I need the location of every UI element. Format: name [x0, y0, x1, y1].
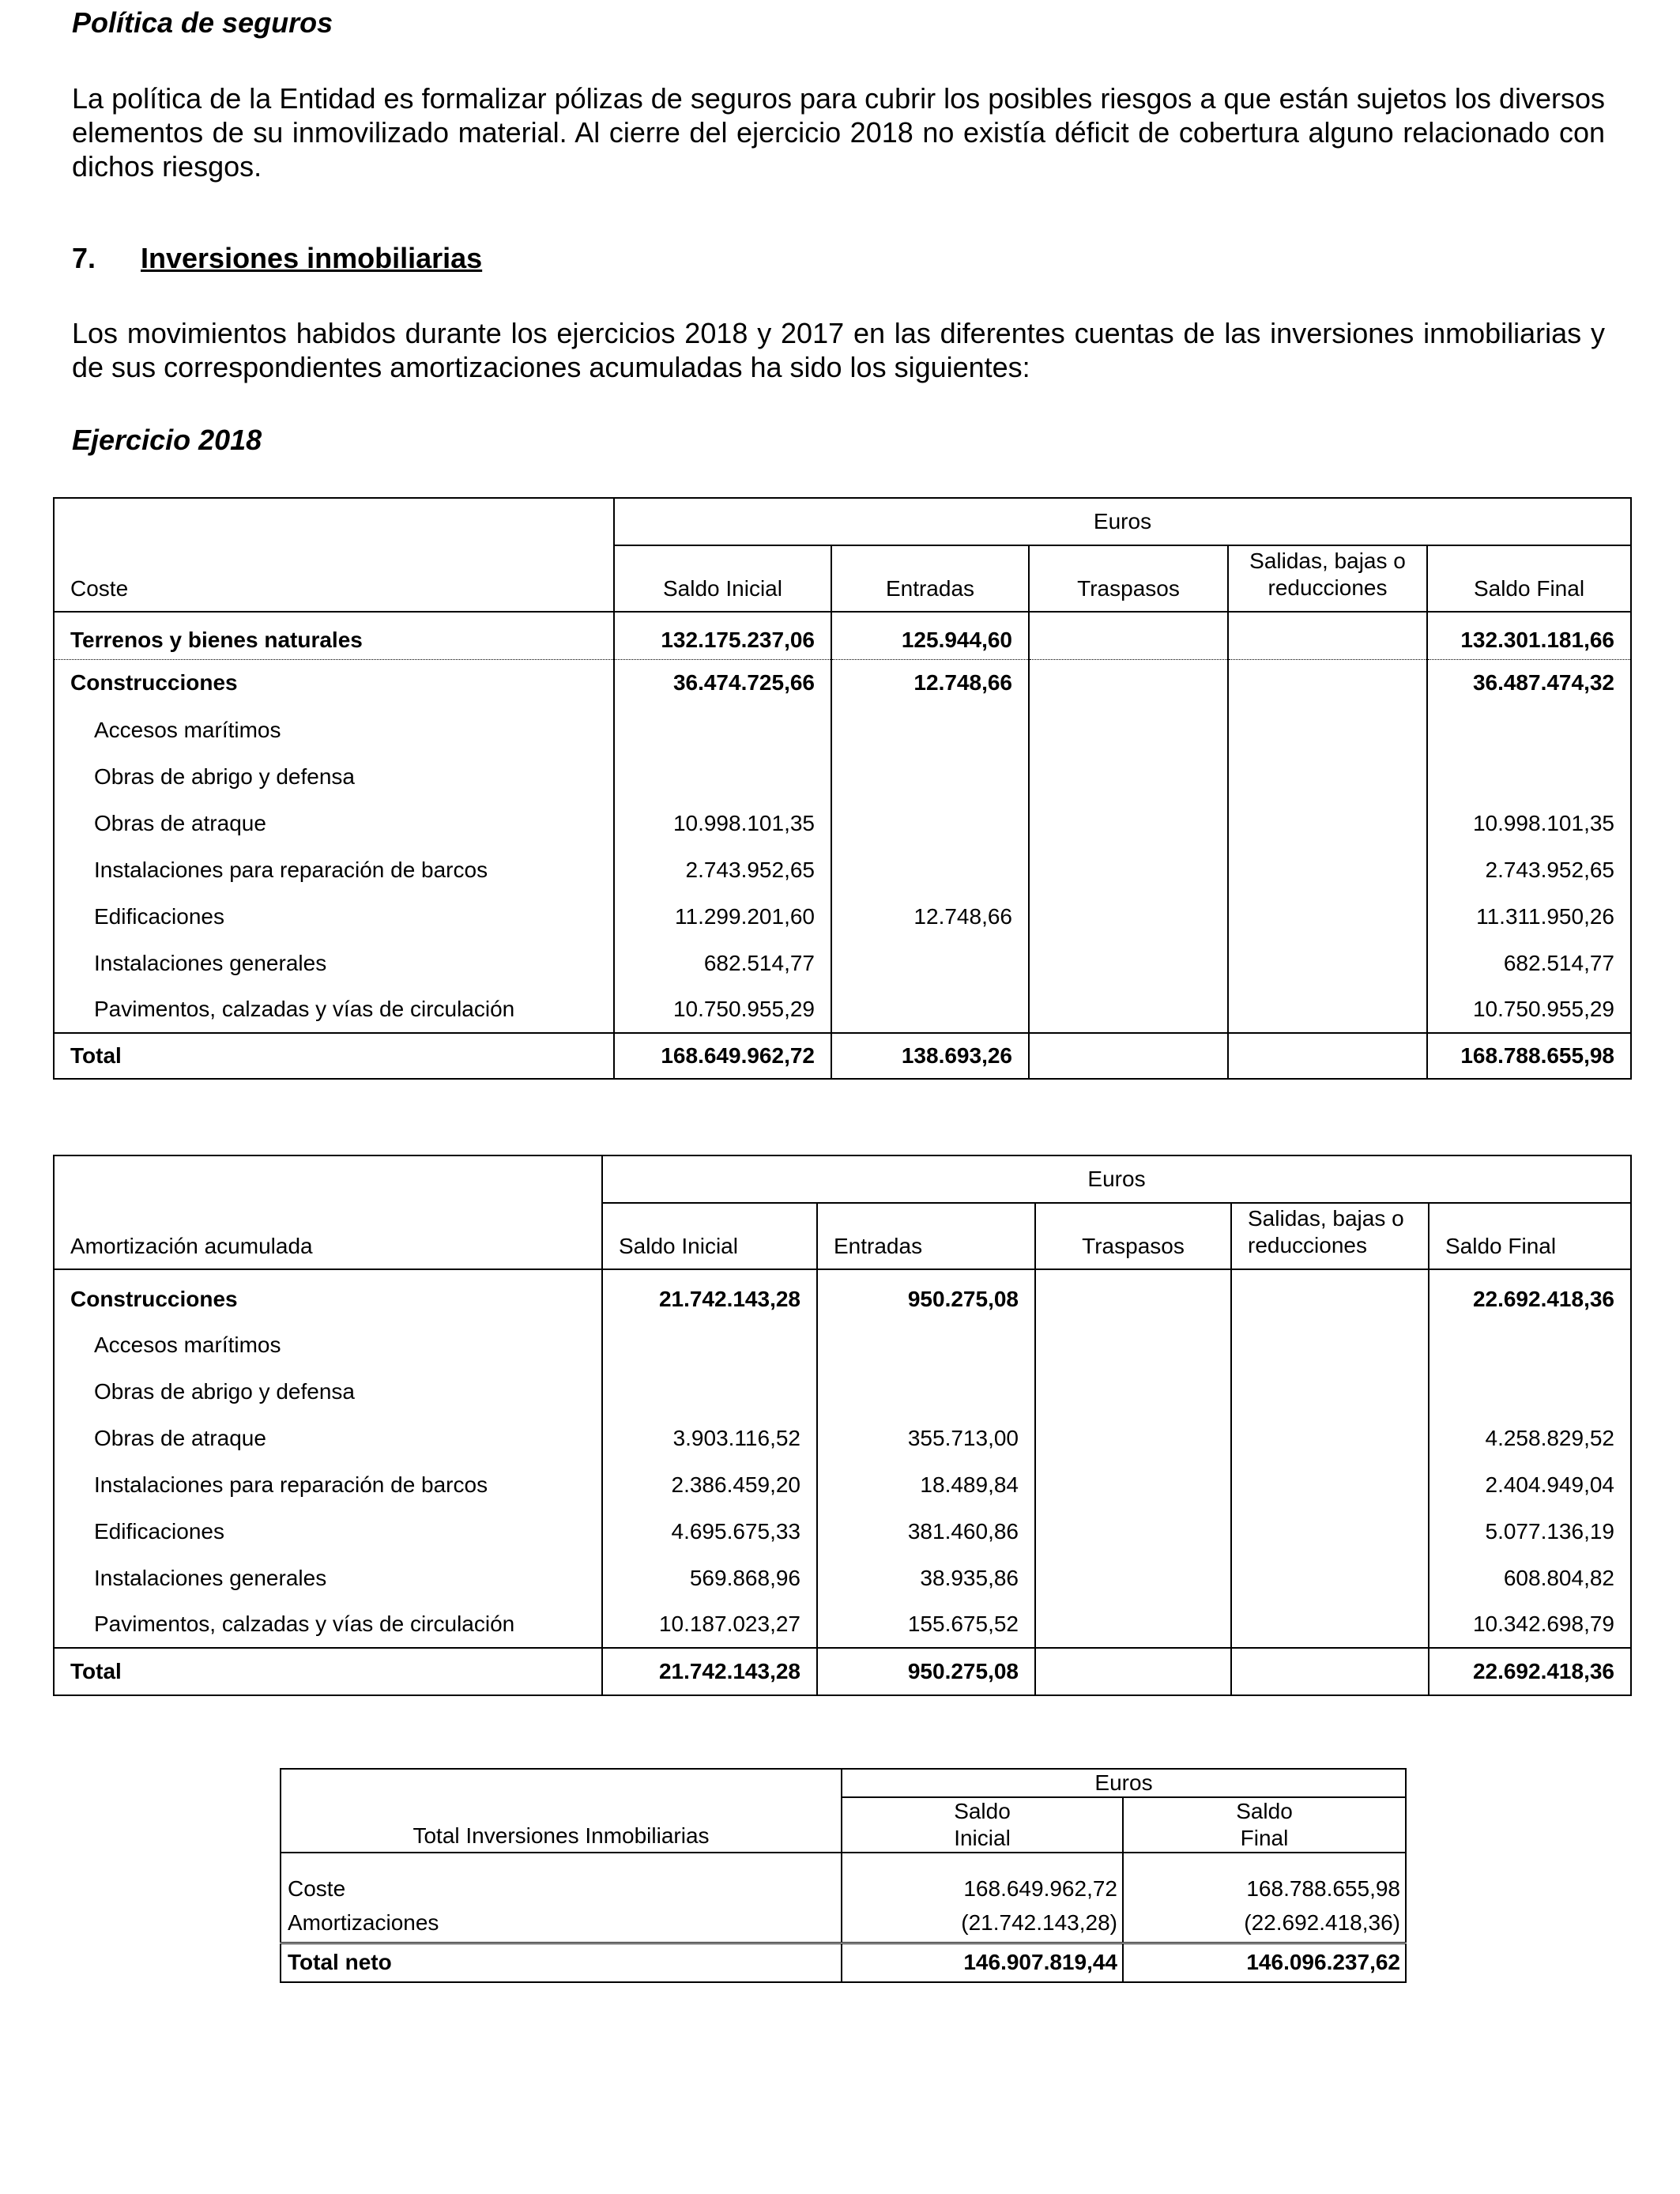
cell: 155.675,52: [817, 1601, 1035, 1648]
cell: 22.692.418,36: [1429, 1269, 1631, 1321]
cell: [1035, 1648, 1231, 1695]
cell: [1035, 1368, 1231, 1415]
row-label: Edificaciones: [54, 1508, 602, 1555]
table-row: [54, 1321, 1631, 1368]
cell: [1231, 1269, 1429, 1321]
summary-col-header-final: [1123, 1797, 1406, 1853]
cost-table: [53, 497, 1632, 1080]
cell: [1035, 1555, 1231, 1601]
row-label: Accesos marítimos: [54, 707, 614, 753]
table-row: [281, 1853, 1406, 1905]
row-label: Amortizaciones: [281, 1905, 842, 1943]
cost-col-header: Saldo Final: [1427, 545, 1631, 612]
cell: [831, 753, 1029, 800]
total-label: Total: [54, 1648, 602, 1695]
cell: 36.474.725,66: [614, 659, 831, 707]
cell: 950.275,08: [817, 1269, 1035, 1321]
row-label: Instalaciones para reparación de barcos: [54, 846, 614, 893]
row-label: Edificaciones: [54, 893, 614, 940]
row-label: Instalaciones para reparación de barcos: [54, 1461, 602, 1508]
section-intro: Los movimientos habidos durante los ejercicios 2018 y 2017 en las diferentes cuentas de las inversiones inmobiliarias y de sus correspondientes amortizaciones acumuladas ha sido los siguientes:: [72, 317, 1605, 383]
cell: [1029, 846, 1228, 893]
table-row: [54, 1461, 1631, 1508]
table-row: [54, 1601, 1631, 1648]
cost-col-header: Traspasos: [1029, 545, 1228, 612]
row-label: Pavimentos, calzadas y vías de circulación: [54, 1601, 602, 1648]
cell: [602, 1368, 817, 1415]
cell: 682.514,77: [1427, 940, 1631, 986]
row-label: Obras de abrigo y defensa: [54, 1368, 602, 1415]
cell: [817, 1368, 1035, 1415]
cell: 125.944,60: [831, 612, 1029, 659]
amort-col-header: Saldo Final: [1429, 1203, 1631, 1269]
cell: 132.301.181,66: [1427, 612, 1631, 659]
cell: [1231, 1321, 1429, 1368]
amort-col-header: Entradas: [817, 1203, 1035, 1269]
cell: 12.748,66: [831, 893, 1029, 940]
cell: 11.311.950,26: [1427, 893, 1631, 940]
cell: 10.998.101,35: [1427, 800, 1631, 846]
cell: 608.804,82: [1429, 1555, 1631, 1601]
cell: [1029, 659, 1228, 707]
table-row: [54, 707, 1631, 753]
cell: 11.299.201,60: [614, 893, 831, 940]
cell: (22.692.418,36): [1123, 1905, 1406, 1943]
cell: 2.386.459,20: [602, 1461, 817, 1508]
cell: [831, 940, 1029, 986]
cell: [1429, 1321, 1631, 1368]
table-row: [54, 659, 1631, 707]
amort-col-header: Salidas, bajas o reducciones: [1231, 1203, 1429, 1269]
table-row: [54, 940, 1631, 986]
cell: [831, 846, 1029, 893]
cell: [831, 707, 1029, 753]
table-row: [54, 893, 1631, 940]
row-label: Instalaciones generales: [54, 940, 614, 986]
row-label: Obras de atraque: [54, 1415, 602, 1461]
cell: 2.743.952,65: [614, 846, 831, 893]
cell: [1228, 940, 1427, 986]
cell: 10.342.698,79: [1429, 1601, 1631, 1648]
cell: [1228, 707, 1427, 753]
cell: [1029, 707, 1228, 753]
total-label: Total neto: [281, 1943, 842, 1982]
cell: 168.649.962,72: [614, 1033, 831, 1079]
cell: [1231, 1555, 1429, 1601]
table-row: [54, 846, 1631, 893]
summary-col-label: Total Inversiones Inmobiliarias: [281, 1769, 842, 1853]
cell: [817, 1321, 1035, 1368]
total-label: Total: [54, 1033, 614, 1079]
total-row: [54, 1648, 1631, 1695]
cell: [1035, 1415, 1231, 1461]
cell: 2.743.952,65: [1427, 846, 1631, 893]
summary-table: [280, 1768, 1407, 1983]
total-row: [54, 1033, 1631, 1079]
cell: [614, 753, 831, 800]
cell: [1029, 612, 1228, 659]
cell: [1029, 986, 1228, 1033]
cell: 4.258.829,52: [1429, 1415, 1631, 1461]
row-label: Accesos marítimos: [54, 1321, 602, 1368]
table-row: [54, 1269, 1631, 1321]
cell: 10.187.023,27: [602, 1601, 817, 1648]
cell: [1231, 1601, 1429, 1648]
cell: [1228, 800, 1427, 846]
total-row: [281, 1943, 1406, 1982]
summary-col-header-line: Final: [1240, 1826, 1289, 1850]
cell: [614, 707, 831, 753]
cell: 168.788.655,98: [1427, 1033, 1631, 1079]
cell: [1029, 893, 1228, 940]
table-row: [54, 1415, 1631, 1461]
amort-col-header: Saldo Inicial: [602, 1203, 817, 1269]
cell: [1029, 940, 1228, 986]
cell: [1231, 1461, 1429, 1508]
cell: 36.487.474,32: [1427, 659, 1631, 707]
cell: 168.649.962,72: [842, 1853, 1123, 1905]
cell: [1228, 893, 1427, 940]
summary-col-header-initial: [842, 1797, 1123, 1853]
cell: [1228, 846, 1427, 893]
cell: 10.750.955,29: [1427, 986, 1631, 1033]
insurance-heading: Política de seguros: [72, 6, 333, 39]
cell: 12.748,66: [831, 659, 1029, 707]
row-label: Obras de atraque: [54, 800, 614, 846]
cell: 5.077.136,19: [1429, 1508, 1631, 1555]
cell: [1228, 659, 1427, 707]
insurance-paragraph: La política de la Entidad es formalizar pólizas de seguros para cubrir los posibles riesgos a que están sujetos los diversos elementos de su inmovilizado material. Al cierre del ejercicio 2018 no existía déficit de cobertura alguno relacionado con dichos riesgos.: [72, 82, 1605, 183]
cell: [1231, 1648, 1429, 1695]
cell: 2.404.949,04: [1429, 1461, 1631, 1508]
exercise-subtitle: Ejercicio 2018: [72, 424, 262, 456]
cell: [1228, 986, 1427, 1033]
table-row: [281, 1905, 1406, 1943]
cell: [1035, 1461, 1231, 1508]
amort-currency-header: Euros: [602, 1155, 1631, 1203]
cell: 10.750.955,29: [614, 986, 831, 1033]
cell: [1231, 1415, 1429, 1461]
cell: [1427, 753, 1631, 800]
table-row: [54, 1555, 1631, 1601]
cell: 10.998.101,35: [614, 800, 831, 846]
cell: [1035, 1269, 1231, 1321]
cost-col-header: Saldo Inicial: [614, 545, 831, 612]
table-row: [54, 1368, 1631, 1415]
cell: [1029, 753, 1228, 800]
cell: [1228, 1033, 1427, 1079]
cell: [1029, 1033, 1228, 1079]
cell: [1429, 1368, 1631, 1415]
cell: [1231, 1508, 1429, 1555]
table-row: [54, 1508, 1631, 1555]
cell: 21.742.143,28: [602, 1648, 817, 1695]
cell: 569.868,96: [602, 1555, 817, 1601]
cell: 168.788.655,98: [1123, 1853, 1406, 1905]
cell: 146.907.819,44: [842, 1943, 1123, 1982]
cell: [831, 800, 1029, 846]
row-label: Pavimentos, calzadas y vías de circulación: [54, 986, 614, 1033]
cell: 138.693,26: [831, 1033, 1029, 1079]
row-label: Obras de abrigo y defensa: [54, 753, 614, 800]
cell: 381.460,86: [817, 1508, 1035, 1555]
summary-currency-header: Euros: [842, 1769, 1406, 1797]
amort-col-label: Amortización acumulada: [54, 1155, 602, 1269]
cell: [831, 986, 1029, 1033]
cell: 18.489,84: [817, 1461, 1035, 1508]
cell: [1035, 1508, 1231, 1555]
cell: 21.742.143,28: [602, 1269, 817, 1321]
row-label: Construcciones: [54, 659, 614, 707]
row-label: Instalaciones generales: [54, 1555, 602, 1601]
cell: [1231, 1368, 1429, 1415]
cell: [1228, 753, 1427, 800]
summary-col-header-line: Saldo: [1236, 1799, 1293, 1823]
cell: (21.742.143,28): [842, 1905, 1123, 1943]
cost-col-header: Salidas, bajas o reducciones: [1228, 545, 1427, 612]
cell: 38.935,86: [817, 1555, 1035, 1601]
row-label: Construcciones: [54, 1269, 602, 1321]
cell: [1228, 612, 1427, 659]
cost-col-label: Coste: [54, 498, 614, 612]
cell: 3.903.116,52: [602, 1415, 817, 1461]
section-title: Inversiones inmobiliarias: [141, 242, 483, 274]
cell: 132.175.237,06: [614, 612, 831, 659]
section-number: 7.: [72, 242, 96, 274]
summary-col-header-line: Saldo: [954, 1799, 1011, 1823]
cell: [1035, 1601, 1231, 1648]
cell: 22.692.418,36: [1429, 1648, 1631, 1695]
cell: [1427, 707, 1631, 753]
cell: 950.275,08: [817, 1648, 1035, 1695]
summary-col-header-line: Inicial: [954, 1826, 1011, 1850]
table-row: [54, 612, 1631, 659]
cell: [1035, 1321, 1231, 1368]
cell: 355.713,00: [817, 1415, 1035, 1461]
row-label: Terrenos y bienes naturales: [54, 612, 614, 659]
cell: 146.096.237,62: [1123, 1943, 1406, 1982]
cell: [602, 1321, 817, 1368]
table-row: [54, 986, 1631, 1033]
table-row: [54, 800, 1631, 846]
cell: 682.514,77: [614, 940, 831, 986]
amort-col-header: Traspasos: [1035, 1203, 1231, 1269]
row-label: Coste: [281, 1853, 842, 1905]
table-row: [54, 753, 1631, 800]
cost-currency-header: Euros: [614, 498, 1631, 545]
cost-col-header: Entradas: [831, 545, 1029, 612]
cell: [1029, 800, 1228, 846]
cell: 4.695.675,33: [602, 1508, 817, 1555]
amortization-table: [53, 1155, 1632, 1696]
